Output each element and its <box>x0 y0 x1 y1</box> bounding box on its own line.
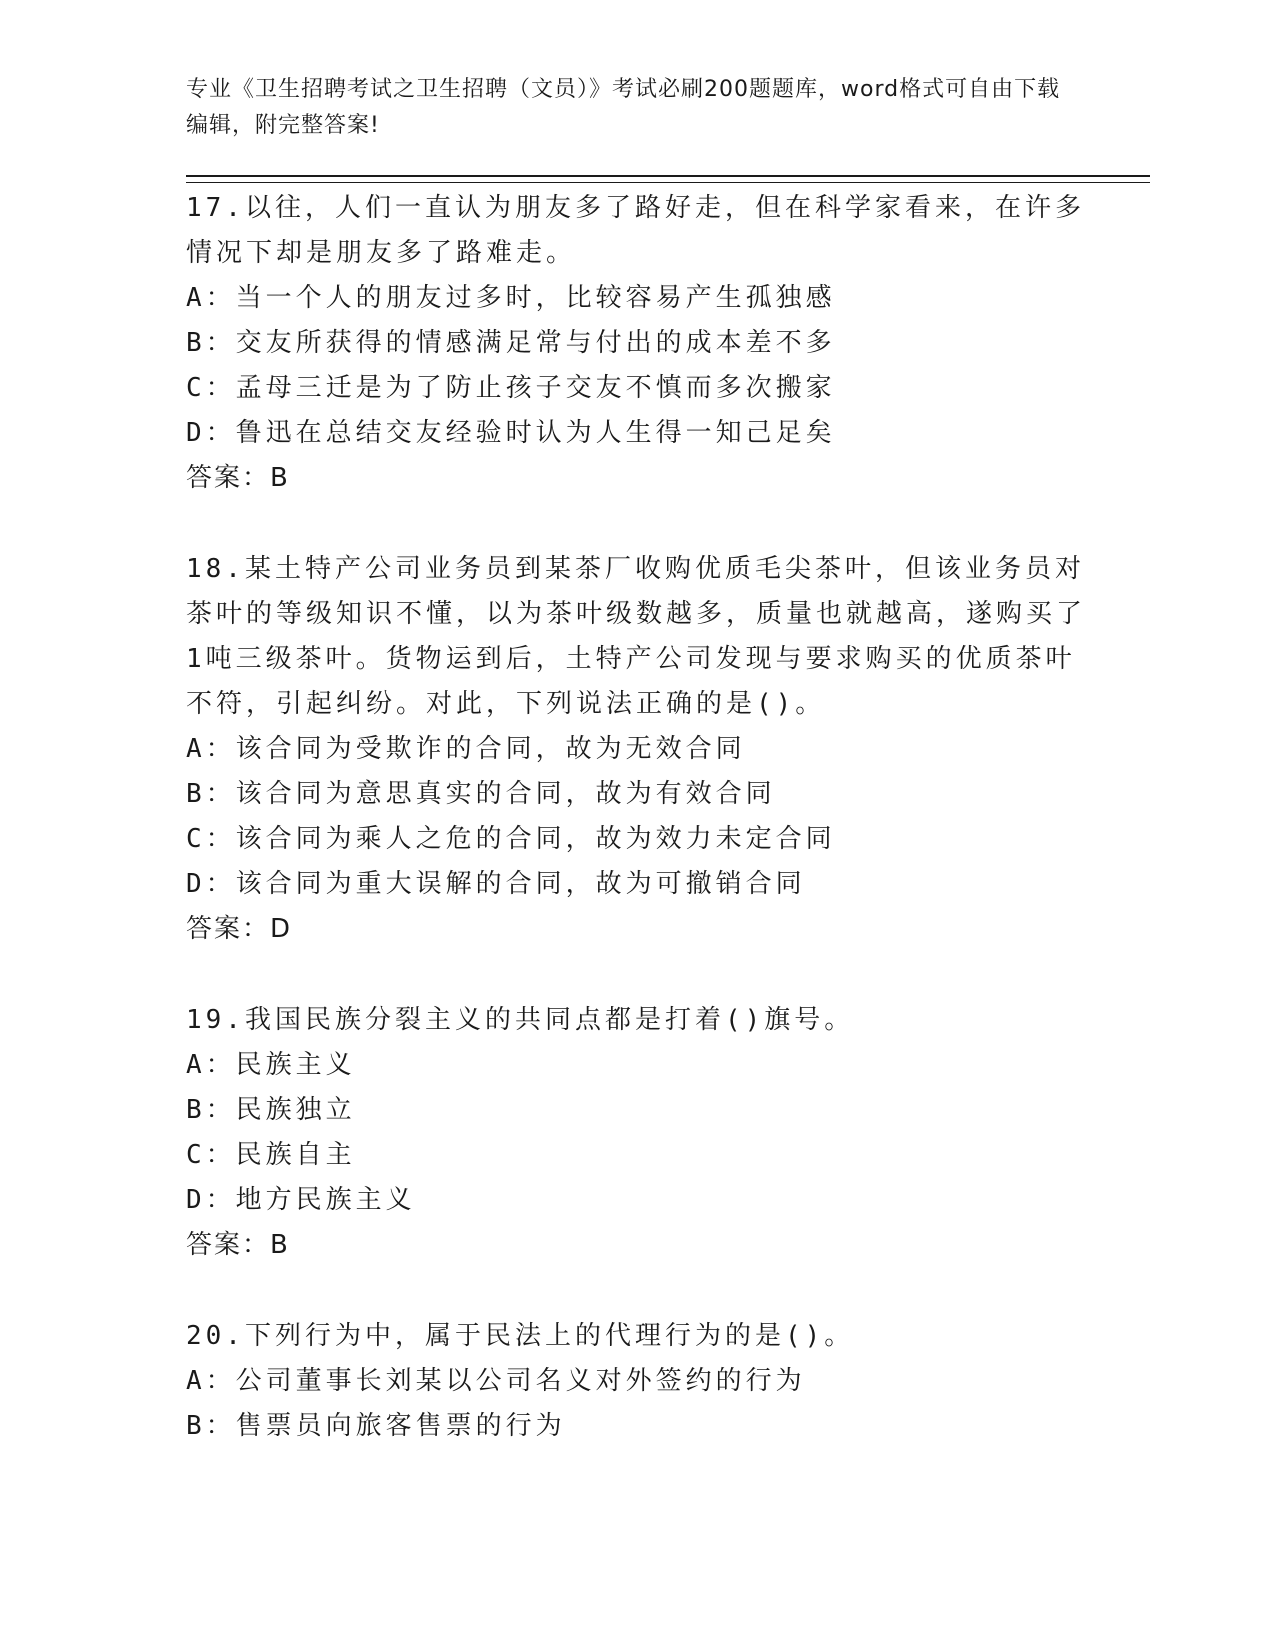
question-stem: 18.某土特产公司业务员到某茶厂收购优质毛尖茶叶，但该业务员对茶叶的等级知识不懂，以为茶叶级数越多，质量也就越高，遂购买了1吨三级茶叶。货物运到后，土特产公司发现与要求购买的优质茶叶不符，引起纠纷。对此，下列说法正确的是()。 <box>186 554 1087 719</box>
option-d: D：该合同为重大误解的合同，故为可撤销合同 <box>186 869 806 899</box>
option-a: A：公司董事长刘某以公司名义对外签约的行为 <box>186 1366 806 1396</box>
header-divider <box>186 175 1150 183</box>
option-b: B：交友所获得的情感满足常与付出的成本差不多 <box>186 328 836 358</box>
option-c: C：民族自主 <box>186 1140 356 1170</box>
question-17 <box>186 186 1086 501</box>
option-b: B：民族独立 <box>186 1095 356 1125</box>
question-stem: 20.下列行为中，属于民法上的代理行为的是()。 <box>186 1321 855 1351</box>
option-c: C：该合同为乘人之危的合同，故为效力未定合同 <box>186 824 836 854</box>
question-20 <box>186 1314 1086 1449</box>
option-b: B：该合同为意思真实的合同，故为有效合同 <box>186 779 776 809</box>
option-a: A：该合同为受欺诈的合同，故为无效合同 <box>186 734 746 764</box>
option-c: C：孟母三迁是为了防止孩子交友不慎而多次搬家 <box>186 373 836 403</box>
question-stem: 19.我国民族分裂主义的共同点都是打着()旗号。 <box>186 1005 855 1035</box>
option-a: A：当一个人的朋友过多时，比较容易产生孤独感 <box>186 283 836 313</box>
answer-line: 答案：B <box>186 1230 290 1260</box>
answer-line: 答案：B <box>186 463 290 493</box>
question-19 <box>186 998 1086 1268</box>
page-header-title: 专业《卫生招聘考试之卫生招聘（文员）》考试必刷200题题库，word格式可自由下载编辑，附完整答案! <box>186 77 1061 138</box>
option-d: D：地方民族主义 <box>186 1185 416 1215</box>
answer-line: 答案：D <box>186 914 293 944</box>
option-a: A：民族主义 <box>186 1050 356 1080</box>
question-18 <box>186 547 1086 952</box>
option-d: D：鲁迅在总结交友经验时认为人生得一知己足矣 <box>186 418 836 448</box>
question-stem: 17.以往，人们一直认为朋友多了路好走，但在科学家看来，在许多情况下却是朋友多了路难走。 <box>186 193 1085 268</box>
option-b: B：售票员向旅客售票的行为 <box>186 1411 566 1441</box>
question-list <box>186 186 1086 1495</box>
